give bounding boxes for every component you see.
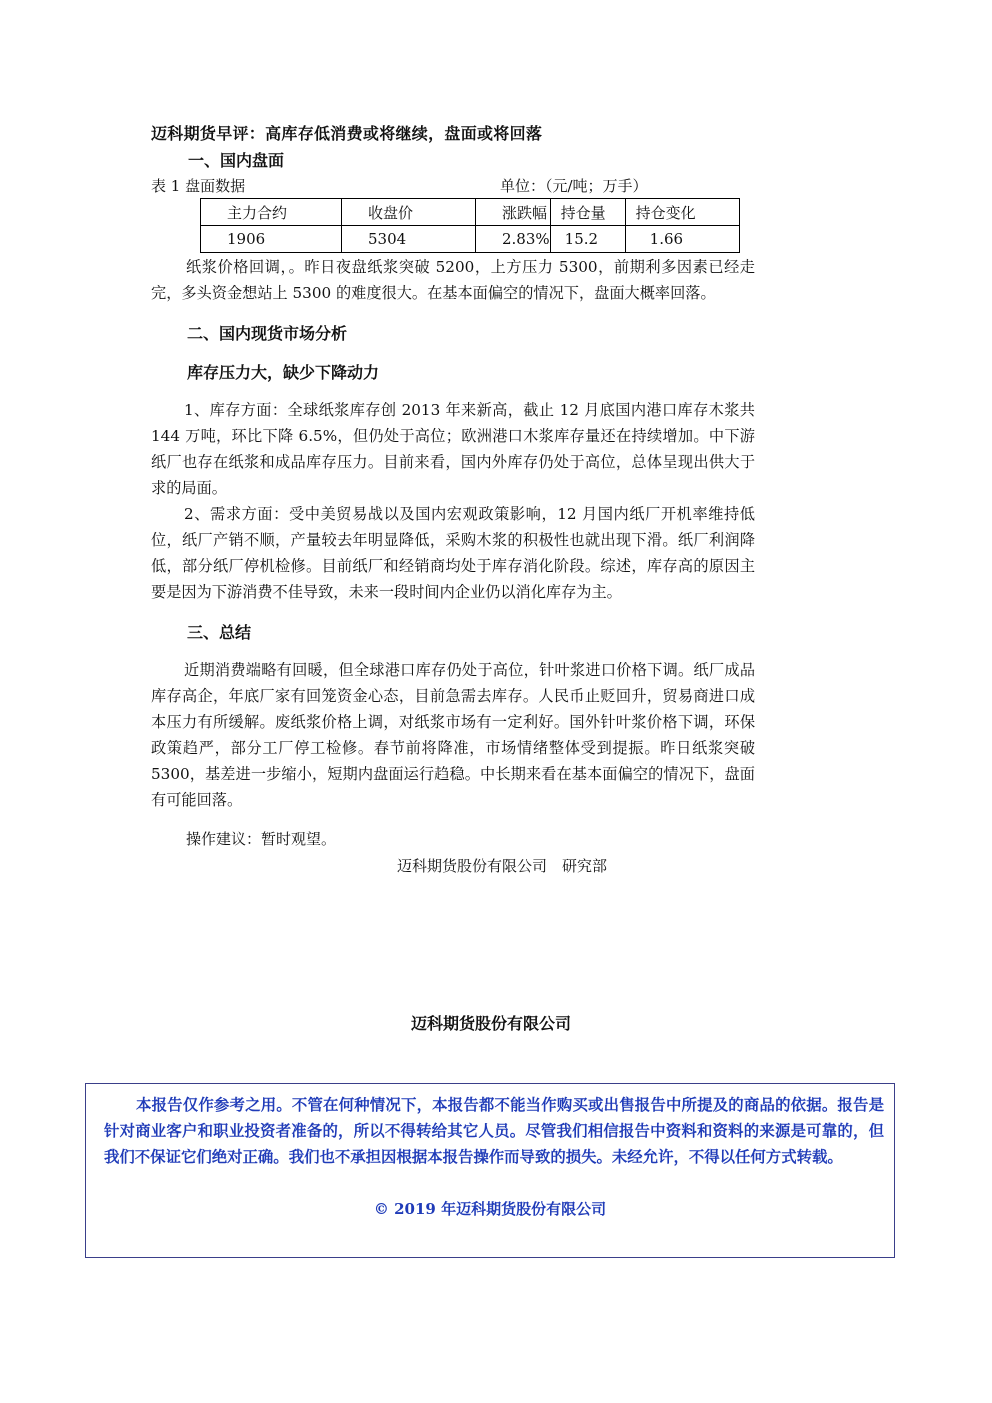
- section-heading-domestic-market: 一、国内盘面: [188, 151, 285, 170]
- inventory-paragraph: 1、库存方面：全球纸浆库存创 2013 年来新高，截止 12 月底国内港口库存木浆共 144 万吨，环比下降 6.5%，但仍处于高位；欧洲港口木浆库存量还在持续增加。中下游纸厂也存在纸浆和成品库存压力。目前来看，国内外库存仍处于高位，总体呈现出供大于求的局面。: [151, 401, 755, 497]
- table-row: [201, 226, 740, 253]
- copyright-line: © 2019 年迈科期货股份有限公司: [373, 1200, 607, 1218]
- table-cell: 2.83%: [476, 226, 551, 253]
- table-header-cell: 持仓变化: [625, 199, 739, 226]
- table-header-cell: 持仓量: [550, 199, 625, 226]
- market-paragraph: 纸浆价格回调，。昨日夜盘纸浆突破 5200，上方压力 5300，前期利多因素已经走完，多头资金想站上 5300 的难度很大。在基本面偏空的情况下，盘面大概率回落。: [151, 258, 755, 302]
- summary-paragraph: 近期消费端略有回暖，但全球港口库存仍处于高位，针叶浆进口价格下调。纸厂成品库存高企，年底厂家有回笼资金心态，目前急需去库存。人民币止贬回升，贸易商进口成本压力有所缓解。废纸浆价格上调，对纸浆市场有一定利好。国外针叶浆价格下调，环保政策趋严，部分工厂停工检修。春节前将降准，市场情绪整体受到提振。昨日纸浆突破 5300，基差进一步缩小，短期内盘面运行趋稳。中长期来看在基本面偏空的情况下，盘面有可能回落。: [151, 661, 755, 809]
- table-header-cell: 涨跌幅: [476, 199, 551, 226]
- subheading-inventory: 库存压力大，缺少下降动力: [187, 363, 380, 382]
- report-title: 迈科期货早评：高库存低消费或将继续，盘面或将回落: [151, 124, 543, 143]
- demand-paragraph: 2、需求方面：受中美贸易战以及国内宏观政策影响，12 月国内纸厂开机率维持低位，纸厂产销不顺，产量较去年明显降低，采购木浆的积极性也就出现下滑。纸厂利润降低，部分纸厂停机检修。目前纸厂和经销商均处于库存消化阶段。综述，库存高的原因主要是因为下游消费不佳导致，未来一段时间内企业仍以消化库存为主。: [151, 505, 755, 601]
- table-cell: 1906: [201, 226, 342, 253]
- section-heading-spot-analysis: 二、国内现货市场分析: [187, 324, 348, 343]
- table-cell: 15.2: [550, 226, 625, 253]
- table-cell: 5304: [342, 226, 476, 253]
- section-heading-summary: 三、总结: [187, 623, 252, 642]
- table-header-cell: 收盘价: [342, 199, 476, 226]
- signature-line: 迈科期货股份有限公司 研究部: [397, 857, 608, 875]
- table-header-row: [201, 199, 740, 226]
- disclaimer-text: 本报告仅作参考之用。不管在何种情况下，本报告都不能当作购买或出售报告中所提及的商品的依据。报告是针对商业客户和职业投资者准备的，所以不得转给其它人员。尽管我们相信报告中资料和资料的来源是可靠的，但我们不保证它们绝对正确。我们也不承担因根据本报告操作而导致的损失。未经允许，不得以任何方式转载。: [104, 1096, 884, 1166]
- table-caption: 表 1 盘面数据: [151, 177, 246, 195]
- disclaimer-box: [85, 1083, 895, 1258]
- company-name: 迈科期货股份有限公司: [411, 1014, 572, 1033]
- table-header-cell: 主力合约: [201, 199, 342, 226]
- table-cell: 1.66: [625, 226, 739, 253]
- operation-advice: 操作建议：暂时观望。: [186, 830, 337, 848]
- table-unit: 单位：（元/吨；万手）: [500, 177, 648, 195]
- market-data-table: [200, 198, 740, 253]
